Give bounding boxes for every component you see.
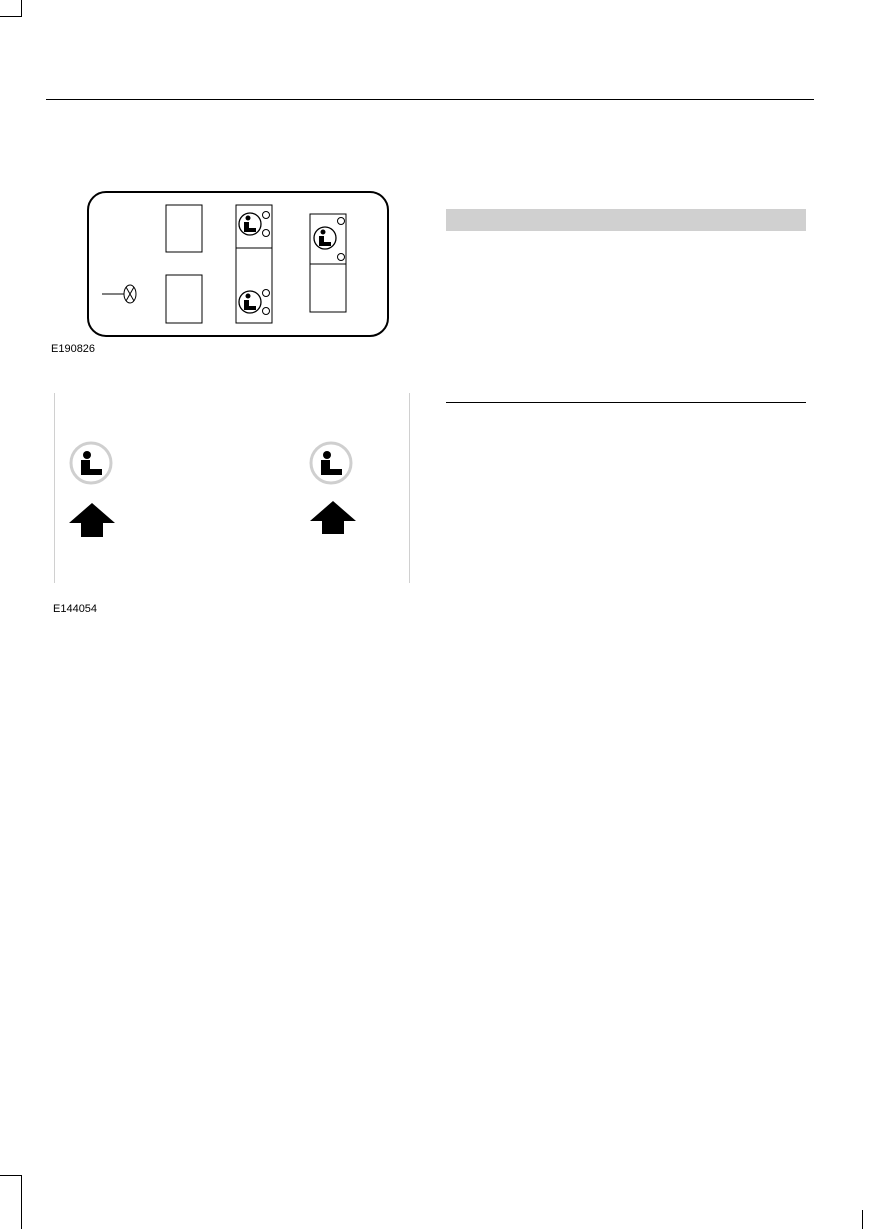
- front-seat-left: [166, 205, 202, 252]
- crop-mark-top-left-h: [0, 16, 22, 17]
- header-rule: [46, 99, 814, 100]
- child-seat-icon: [239, 291, 261, 313]
- child-seat-icon: [314, 227, 336, 249]
- child-seat-icon: [239, 213, 261, 235]
- crop-mark-bottom-left-v: [21, 1175, 22, 1229]
- up-arrow-icon: [310, 501, 356, 534]
- figure-label: E144054: [53, 603, 98, 615]
- front-seat-right: [166, 275, 202, 323]
- crop-mark-top-left-v: [21, 0, 22, 16]
- section-rule: [446, 402, 806, 403]
- figure-frame-right: [409, 393, 410, 583]
- crop-mark-bottom-right-v: [862, 1210, 863, 1229]
- crop-mark-bottom-left-h: [0, 1175, 22, 1176]
- isofix-layout-diagram: [86, 190, 390, 338]
- isofix-marker-illustration: [55, 430, 409, 550]
- shaded-heading-bar: [446, 209, 806, 231]
- up-arrow-icon: [69, 503, 115, 537]
- figure-label: E190826: [51, 343, 96, 355]
- child-seat-icon: [311, 443, 351, 483]
- child-seat-icon: [71, 443, 111, 483]
